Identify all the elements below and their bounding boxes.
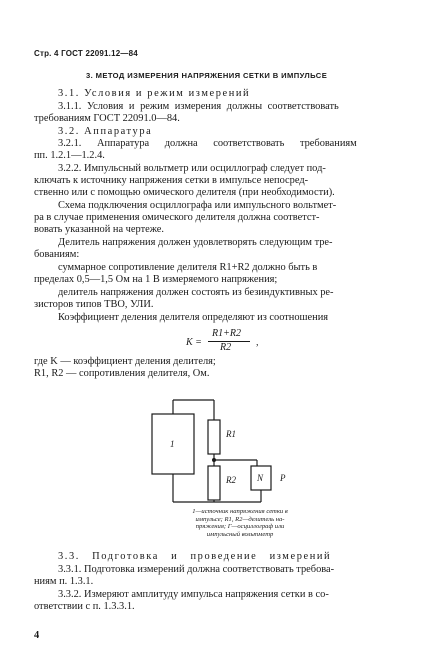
resistor-r1	[208, 420, 220, 454]
caption-line: пряжения; Г—осциллограф или	[195, 523, 285, 531]
paragraph-line: ра в случае применения омического делителя должна соответст-	[34, 212, 320, 223]
paragraph-line: 3.3.1. Подготовка измерений должна соответствовать требова-	[58, 564, 335, 575]
p-label: P	[280, 473, 286, 483]
paragraph-line: ключать к источнику напряжения сетки в импульсе непосред-	[34, 175, 309, 186]
junction-dot	[212, 458, 216, 462]
paragraph-line: ственно или с помощью омического делителя (при необходимости).	[34, 187, 335, 198]
paragraph-line: Делитель напряжения должен удовлетворять следующим тре-	[58, 237, 333, 248]
page-number: 4	[34, 630, 40, 641]
where-line: R1, R2 — сопротивления делителя, Ом.	[34, 368, 210, 379]
r1-label: R1	[226, 429, 236, 439]
page-header: Стр. 4 ГОСТ 22091.12—84	[34, 49, 138, 58]
r2-label: R2	[226, 475, 236, 485]
paragraph-line: пределах 0,5—1,5 Ом на 1 В измеряемого напряжения;	[34, 274, 278, 285]
section-title: 3. МЕТОД ИЗМЕРЕНИЯ НАПРЯЖЕНИЯ СЕТКИ В ИМПУЛЬСЕ	[86, 71, 328, 80]
paragraph-line: Коэффициент деления делителя определяют из соотношения	[58, 312, 329, 323]
meter-label: N	[257, 473, 264, 483]
paragraph-line: суммарное сопротивление делителя R1+R2 должно быть в	[58, 262, 318, 273]
formula-tail: ,	[256, 337, 259, 348]
paragraph-line: 3.2.1. Аппаратура должна соответствовать требованиям	[58, 138, 357, 149]
caption-line: импульсе; R1, R2—делитель на-	[195, 515, 285, 523]
formula-lhs: K =	[186, 337, 202, 348]
paragraph-line: ответствии с п. 1.3.3.1.	[34, 601, 135, 612]
paragraph-line: Схема подключения осциллографа или импульсного вольтмет-	[58, 200, 337, 211]
paragraph-line: требованиям ГОСТ 22091.0—84.	[34, 113, 180, 124]
subsection-3-3: 3.3. Подготовка и проведение измерений	[58, 551, 332, 562]
paragraph-line: бованиям:	[34, 249, 80, 260]
subsection-3-2: 3.2. Аппаратура	[58, 126, 153, 137]
paragraph-line: делитель напряжения должен состоять из безиндуктивных ре-	[58, 287, 334, 298]
paragraph-line: ниям п. 1.3.1.	[34, 576, 94, 587]
paragraph-line: пп. 1.2.1—1.2.4.	[34, 150, 105, 161]
figure-caption	[170, 508, 310, 538]
paragraph-line: 3.1.1. Условия и режим измерения должны соответствовать	[58, 101, 339, 112]
circuit-diagram	[140, 380, 310, 505]
paragraph-line: вовать указанной на чертеже.	[34, 224, 164, 235]
paragraph-line: 3.2.2. Импульсный вольтметр или осциллограф следует под-	[58, 163, 326, 174]
paragraph-line: 3.3.2. Измеряют амплитуду импульса напряжения сетки в со-	[58, 589, 329, 600]
subsection-3-1: 3.1. Условия и режим измерений	[58, 88, 251, 99]
resistor-r2	[208, 466, 220, 500]
caption-line: 1—источник напряжения сетки в	[192, 508, 288, 515]
where-line: где K — коэффициент деления делителя;	[34, 356, 216, 367]
source-label: 1	[170, 439, 175, 449]
formula-numerator: R1+R2	[212, 328, 241, 339]
paragraph-line: зисторов типов ТВО, УЛИ.	[34, 299, 154, 310]
formula-denominator: R2	[220, 342, 232, 353]
caption-line: импульсный вольтметр	[206, 530, 274, 538]
